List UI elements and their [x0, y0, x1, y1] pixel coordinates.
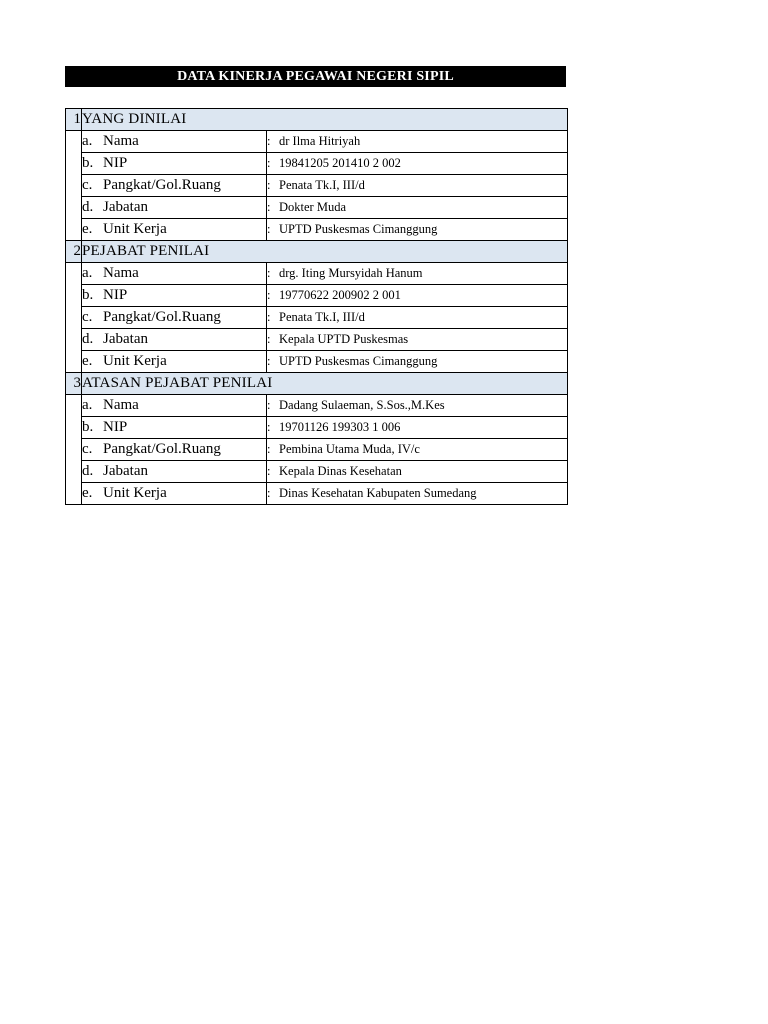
field-value: Dadang Sulaeman, S.Sos.,M.Kes [279, 398, 445, 412]
field-value: Penata Tk.I, III/d [279, 178, 365, 192]
field-row [66, 417, 568, 439]
field-row [66, 307, 568, 329]
field-letter: e. [82, 485, 93, 501]
field-row [66, 439, 568, 461]
field-label: Unit Kerja [103, 353, 167, 369]
field-row [66, 461, 568, 483]
field-label-cell [82, 329, 267, 351]
field-label-cell [82, 175, 267, 197]
field-label: NIP [103, 155, 128, 171]
field-label: NIP [103, 287, 128, 303]
field-separator: : [267, 442, 271, 456]
field-row [66, 219, 568, 241]
field-value-cell [267, 153, 568, 175]
field-separator: : [267, 288, 271, 302]
field-value: Penata Tk.I, III/d [279, 310, 365, 324]
field-value-cell [267, 483, 568, 505]
field-label-cell [82, 395, 267, 417]
field-value: 19701126 199303 1 006 [279, 420, 401, 434]
field-letter: a. [82, 265, 93, 281]
field-label-cell [82, 417, 267, 439]
field-label: Pangkat/Gol.Ruang [103, 309, 221, 325]
field-value-cell [267, 439, 568, 461]
field-separator: : [267, 134, 271, 148]
field-label-cell [82, 461, 267, 483]
field-row [66, 329, 568, 351]
field-label: Unit Kerja [103, 485, 167, 501]
field-label-cell [82, 153, 267, 175]
field-label-cell [82, 197, 267, 219]
section-header [66, 373, 568, 395]
field-row [66, 483, 568, 505]
field-value: Kepala Dinas Kesehatan [279, 464, 402, 478]
field-row [66, 351, 568, 373]
field-value: drg. Iting Mursyidah Hanum [279, 266, 423, 280]
section-title: ATASAN PEJABAT PENILAI [82, 373, 568, 395]
field-row [66, 197, 568, 219]
field-row [66, 153, 568, 175]
field-separator: : [267, 398, 271, 412]
field-separator: : [267, 310, 271, 324]
field-label: Nama [103, 397, 139, 413]
field-letter: b. [82, 287, 94, 303]
field-letter: d. [82, 199, 94, 215]
field-separator: : [267, 156, 271, 170]
document-title: DATA KINERJA PEGAWAI NEGERI SIPIL [65, 66, 566, 87]
field-value-cell [267, 285, 568, 307]
field-label-cell [82, 131, 267, 153]
field-value: 19770622 200902 2 001 [279, 288, 401, 302]
field-row [66, 285, 568, 307]
field-value-cell [267, 197, 568, 219]
field-letter: e. [82, 353, 93, 369]
field-value: Dinas Kesehatan Kabupaten Sumedang [279, 486, 477, 500]
field-letter: d. [82, 331, 94, 347]
field-letter: b. [82, 155, 94, 171]
field-letter: c. [82, 309, 93, 325]
field-separator: : [267, 200, 271, 214]
field-label: Jabatan [103, 331, 148, 347]
field-separator: : [267, 222, 271, 236]
field-label-cell [82, 285, 267, 307]
field-label-cell [82, 439, 267, 461]
field-value: Pembina Utama Muda, IV/c [279, 442, 420, 456]
field-row [66, 263, 568, 285]
field-letter: d. [82, 463, 94, 479]
field-value-cell [267, 307, 568, 329]
section-title: YANG DINILAI [82, 109, 568, 131]
field-letter: a. [82, 133, 93, 149]
field-separator: : [267, 266, 271, 280]
section-header [66, 241, 568, 263]
field-label-cell [82, 307, 267, 329]
indent-cell [66, 395, 82, 505]
field-value: 19841205 201410 2 002 [279, 156, 401, 170]
field-separator: : [267, 178, 271, 192]
field-separator: : [267, 486, 271, 500]
field-letter: c. [82, 441, 93, 457]
section-number: 2 [66, 241, 82, 263]
field-label-cell [82, 351, 267, 373]
field-letter: b. [82, 419, 94, 435]
indent-cell [66, 131, 82, 241]
field-value-cell [267, 329, 568, 351]
field-label: Pangkat/Gol.Ruang [103, 441, 221, 457]
section-header [66, 109, 568, 131]
field-value-cell [267, 175, 568, 197]
field-letter: c. [82, 177, 93, 193]
field-value-cell [267, 219, 568, 241]
field-label-cell [82, 483, 267, 505]
field-letter: a. [82, 397, 93, 413]
field-value: UPTD Puskesmas Cimanggung [279, 354, 438, 368]
field-separator: : [267, 354, 271, 368]
field-label: Unit Kerja [103, 221, 167, 237]
field-row [66, 131, 568, 153]
field-value: Dokter Muda [279, 200, 346, 214]
field-row [66, 175, 568, 197]
field-label: Jabatan [103, 463, 148, 479]
field-separator: : [267, 420, 271, 434]
field-label-cell [82, 263, 267, 285]
field-label: Jabatan [103, 199, 148, 215]
field-row [66, 395, 568, 417]
field-value-cell [267, 263, 568, 285]
field-value-cell [267, 461, 568, 483]
field-value-cell [267, 395, 568, 417]
field-label-cell [82, 219, 267, 241]
field-value: Kepala UPTD Puskesmas [279, 332, 409, 346]
section-number: 3 [66, 373, 82, 395]
field-value-cell [267, 131, 568, 153]
indent-cell [66, 263, 82, 373]
field-value: UPTD Puskesmas Cimanggung [279, 222, 438, 236]
field-label: Nama [103, 133, 139, 149]
field-label: NIP [103, 419, 128, 435]
field-label: Pangkat/Gol.Ruang [103, 177, 221, 193]
field-label: Nama [103, 265, 139, 281]
field-value-cell [267, 417, 568, 439]
employee-data-table [65, 108, 568, 505]
field-letter: e. [82, 221, 93, 237]
field-value-cell [267, 351, 568, 373]
section-title: PEJABAT PENILAI [82, 241, 568, 263]
field-separator: : [267, 464, 271, 478]
field-separator: : [267, 332, 271, 346]
field-value: dr Ilma Hitriyah [279, 134, 361, 148]
section-number: 1 [66, 109, 82, 131]
